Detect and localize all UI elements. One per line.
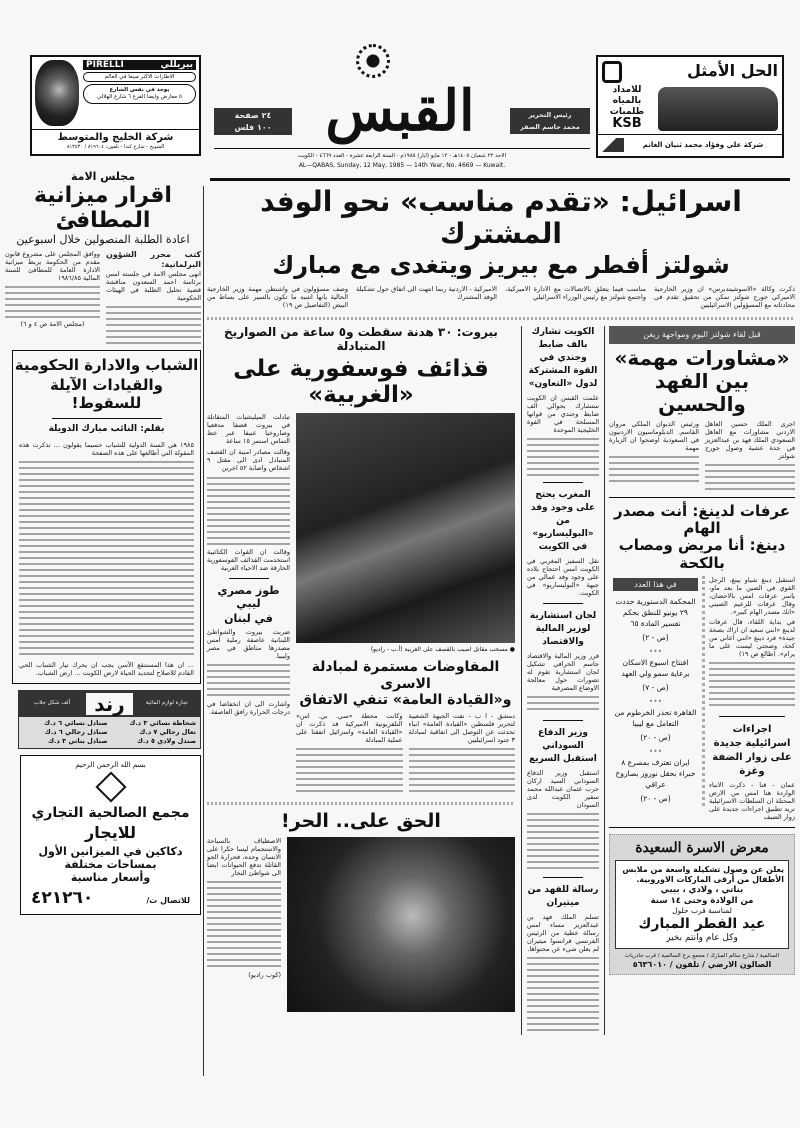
arafat-text: في بداية اللقاء، قال عرفات لدينغ «انني سعيد ان اراك بصحة جيدة» فرد دينغ «انني اعاني من كحة، وصحتي ليست على ما يرام». (طالع ص ١٩) [709, 617, 795, 658]
opinion-text: ١٩٨٥ هي السنة الدولية للشباب حسبما يقولون ... تذكرت هذه المقولة التي أطالعها على هذه الصفحة [19, 440, 194, 457]
beirut-headline: قذائف فوسفورية على «الغربية» [233, 355, 489, 408]
pirelli-ad[interactable] [30, 55, 201, 156]
assembly-text: ووافق المجلس على مشروع قانون مقدم من الحكومة يربط ميزانية الادارة العامة للمطافئ للسنة المالية ١٩٨٦/٨٥ [5, 250, 100, 283]
divider [207, 317, 795, 320]
index-title: في هذا العدد [613, 578, 698, 591]
prisoners-text: دمشق - ا ب - نفت الجبهة الشعبية لتحرير فلسطين «القيادة العامة» انباء تحدثت عن التوصل الى اتفاقية لمبادلة ٣ جنود اسرائيليين [408, 711, 515, 744]
beirut-photo [296, 413, 515, 643]
rand-item: تعال رجالي ٧ د.ك [139, 727, 196, 736]
index-item[interactable]: القاهرة تحذر الخرطوم من التعامل مع ليبيا (ص - ٢٠) ••• [614, 707, 697, 756]
committees-headline: لجان استشارية لوزير المالية والاقتصاد [529, 610, 597, 647]
rand-item: شحاطة نسائي ٣ د.ك [129, 718, 196, 727]
fahd-headline-1: «مشاورات مهمة» [614, 345, 790, 370]
ksb-logo-icon [602, 61, 622, 83]
masthead-logo[interactable]: القبس [325, 78, 475, 144]
ksb-line2: بالمياه [612, 96, 642, 106]
happy-family-line6: وكل عام وانتم بخير [666, 933, 738, 944]
happy-family-phone: الصالون الارضي / تلفون / ٥٦٣٦٠١٠ [632, 960, 772, 970]
committees-text: قرر وزير المالية والاقتصاد جاسم الخرافي تشكيل لجان استشارية تقوم له تصورات حول معالجة الاوضاع المصرفية [527, 651, 599, 692]
page-count: ٢٤ صفحة [234, 111, 272, 120]
hippo-photo [287, 837, 515, 1012]
date-line-ar: الاحد ٢٢ شعبان ١٤٠٥هـ - ١٢ مايو (ايار) ١٩٨٥م - السنة الرابعة عشرة - العدد ٤٦٦٩ - الكويت [297, 153, 507, 159]
rand-ad[interactable] [18, 690, 201, 749]
rand-right-text: تجارة لوازم المائية [145, 700, 188, 707]
index-item-page: (ص - ٢٠) [640, 793, 671, 803]
ship-logo-icon [602, 138, 624, 152]
happy-family-ad[interactable] [609, 834, 795, 975]
salhiya-phone: ٤٢١٢٦٠ [31, 888, 94, 909]
opinion-headline-1: الشباب والادارة الحكومية [14, 356, 199, 375]
dust-headline-1: طوز مصري ليبي [217, 584, 280, 611]
salhiya-contact-label: للاتصال ت/ [146, 896, 190, 906]
main-story-col: مناسب فيما يتعلق بالاتصالات مع الادارة الاميركية، واجتمع شولتز مع رئيس الوزراء الاسرائيلي [505, 284, 646, 301]
arafat-headline-2: دينغ: أنا مريض ومصاب بالكحة [618, 536, 786, 572]
salhiya-sub: للايجار [85, 823, 136, 843]
rand-left-text: ألف شكل جلاب [34, 700, 71, 707]
salhiya-line1: دكاكين في الميزانين الأول [38, 845, 183, 859]
heat-headline: الحق على.. الحر! [281, 809, 441, 832]
pirelli-tagline: الاطارات الاكثر مبيعا في العالم [83, 72, 196, 82]
sudan-headline: وزير الدفاع السوداني استقبل السريع [529, 727, 597, 764]
ksb-brand: KSB [612, 116, 642, 131]
sudan-text: استقبل وزير الدفاع السوداني السيد اركان حرب عثمان عبدالله محمد سفير الكويت لدى السودان [527, 768, 599, 809]
rand-item: صنادل رجالي ٦ د.ك [44, 727, 108, 736]
price-box [214, 108, 292, 135]
happy-family-address: السالمية / شارع سالم المبارك / مجمع برج السالمية / قرب جادريات [624, 953, 780, 960]
prisoners-headline-1: المفاوضات مستمرة لمبادلة الاسرى [311, 659, 500, 692]
dust-headline-2: في لبنان [224, 611, 273, 625]
beirut-text: تبادلت الميليشيات المتقاتلة في بيروت قصفا مدفعيا وصاروخيا عنيفا عبر خط التماس استمر ١٥ ساعة [207, 413, 290, 446]
fahd-text: اجرى الملك حسين العاهل الاردني مشاورات مع العاهل السعودي الملك فهد بن عبدالعزيز في جدة عشية وصول جورج شولتز [705, 419, 795, 460]
pirelli-brand-en: PIRELLI [86, 60, 124, 70]
editor-name: محمد جاسم الصقر [520, 123, 580, 131]
pirelli-brand-ar: بيريللي [160, 60, 193, 70]
morocco-text: نقل السفير المغربي في الكويت امس احتجاج بلاده على وجود وفد عمالي من جبهة «البوليساريو» في الكويت. [527, 556, 599, 597]
opinion-text-end: ... ان هذا المستنقع الآسن يجب ان يحرك تيار الشباب الحي القادم للاصلاح لتجديد الحياة لارض الكويت ... ارض الشباب. [19, 660, 194, 677]
assembly-text: انهى مجلس الامة في جلسته امس برئاسة احمد السعدون مناقشة قضية تحليل الطلبة في الهيئات الحكومية [106, 270, 201, 303]
salhiya-line2: بمساحات مختلفة [64, 858, 157, 872]
main-headline: اسرائيل: «تقدم مناسب» نحو الوفد المشترك [260, 185, 742, 251]
heat-text: الاصطياف بالسباحة والاستجمام ليسا حكرا على الانسان وحده، فحرارة الجو القاتلة تدفع الحيوانات ايضا الى شواطئ البحار [207, 836, 281, 877]
main-story-col: الاميركية - الاردنية ربما انتهت الى اتفاق حول تشكيلة الوفد المشترك [356, 284, 497, 301]
main-story-col: ذكرت وكالة «الاسوشيتدبرس» ان وزير الخارجية الاميركي جورج شولتز تمكن من تحقيق تقدم في محادثاته مع المسؤولين الاسرائيليين [654, 284, 795, 309]
basmala: بسم الله الرحمن الرحيم [75, 760, 146, 769]
index-item-text: ايران تعترف بمصرع ٨ خبراء بحقل نوروز بصاروخ عراقي [615, 757, 696, 789]
masthead-rule [210, 178, 790, 181]
index-item-page: (ص - ٧) [642, 682, 669, 692]
index-item-page: (ص - ٢) [642, 632, 669, 642]
assembly-subhead: اعادة الطلبة المنصولين خلال اسبوعين [16, 232, 190, 246]
arafat-headline-1: عرفات لدينغ: أنت مصدر الهام [613, 501, 791, 538]
opinion-box [12, 350, 201, 684]
dust-text: ضربت بيروت والشواطئ اللبنانية عاصفة رملية امس مصدرها مناطق في مصر وليبيا. [207, 628, 290, 661]
happy-family-line5: عيد الفطر المبارك [638, 915, 766, 932]
prisoners-headline-2: و«القيادة العامة» تنفي الاتفاق [299, 691, 512, 708]
tire-image [35, 60, 79, 126]
rand-item: صندل ولادي ٥ د.ك [136, 736, 196, 745]
rand-item: صنادل بناتي ٣ د.ك [48, 736, 108, 745]
price: ١٠٠ فلس [234, 123, 272, 132]
kuwait-force-text: علمت القبس ان الكويت ستشارك بحوالي الف ضابط وجندي من قواتها المسلحة في القوة الخليجية الموحدة [527, 393, 599, 434]
rand-brand: رند [86, 693, 133, 715]
assembly-ref: (مجلس الامة ص ٤ و ٦) [20, 320, 85, 329]
opinion-headline-2: والقيادات الآيلة للسقوط! [50, 376, 163, 412]
arafat-text: استقبل دينغ شياو بينغ، الرجل القوي في الصين ما بعد ماو، ياسر عرفات امس بالاحضان، وقال عرفات للزعيم الصيني «انك مصدر الهام كبير». [709, 575, 795, 616]
dust-text: واشارت الى ان انخفاضا في درجات الحرارة رافق العاصفة. [207, 700, 290, 717]
index-item[interactable]: افتتاح اسبوع الاسكان برعاية سمو ولي العهد (ص - ٧) ••• [613, 657, 698, 707]
mitterrand-headline: رسالة للفهد من ميتيران [527, 884, 599, 908]
assembly-kicker: مجلس الامة [70, 170, 136, 183]
masthead-emblem-icon [356, 44, 390, 78]
ksb-company: شركة علي وفؤاد محمد ثنيان الغانم [642, 141, 764, 149]
happy-family-line1: يعلن عن وصول تشكيلة واسعة من ملابس الأطفال من أرقى الماركات الاوروبية. [622, 865, 784, 885]
index-item-text: المحكمة الدستورية حددت ٢٩ يونيو للنطق بحكم تفسير المادة ٦٥ [615, 596, 696, 628]
happy-family-line3: من الولادة وحتى ١٤ سنة [650, 895, 754, 906]
index-item-text: القاهرة تحذر الخرطوم من التعامل مع ليبيا [614, 707, 697, 728]
ksb-line3: طلمبات [609, 107, 645, 117]
beirut-kicker: بيروت: ٣٠ هدنة سقطت و٥ ساعة من الصواريخ المتبادلة [224, 324, 498, 353]
salhiya-line3: وأسعار مناسبة [70, 870, 151, 884]
fahd-text: ورئيس الديوان الملكي مروان القاسم. الدبلوماسيون الاردنيون في السعودية اوضحوا ان الزيارة مهمة [609, 419, 699, 452]
assembly-headline: اقرار ميزانية المطافئ [34, 183, 172, 234]
editor-title: رئيس التحرير [528, 111, 572, 119]
heat-byline: (كوب راديو) [248, 970, 281, 979]
prisoners-text: وكانت محطة «سي. بي. اس» التلفزيونية الاميركية قد ذكرت ان «القيادة العامة» واسرائيل اتفقتا على عملية المبادلة [296, 711, 403, 744]
pirelli-note: يوجد في نفس الشارع [109, 87, 170, 93]
index-box [609, 576, 705, 806]
beirut-text: وقالت مصادر امنية ان القصف المتبادل ادى الى مقتل ٩ اشخاص واصابة ٥٢ اخرين [207, 448, 290, 473]
date-line-en: AL—QABAS, Sunday, 12 May, 1985 — 14th Year, No. 4669 — Kuwait. [298, 162, 506, 169]
fahd-banner: قبل لقاء شولتز اليوم ومواجهة ريغن [609, 326, 795, 344]
ksb-ad[interactable] [596, 55, 784, 158]
fahd-headline-2: بين الفهد والحسين [654, 368, 750, 416]
index-item[interactable]: المحكمة الدستورية حددت ٢٩ يونيو للنطق بحكم تفسير المادة ٦٥ (ص - ٢) ••• [613, 596, 698, 657]
beirut-text: وقالت ان القوات الكتائبية استخدمت القذائف الفوسفورية الحارقة ضد الاحياء الغربية [207, 548, 290, 573]
assembly-byline: كتب محرر الشؤون البرلمانية: [106, 250, 201, 270]
main-story-col: وصف مسؤولون في واشنطن مهمة وزير الخارجية الحالية بانها اشبه ما تكون بالسير على بساط من البيض (التفاصيل ص ١٩) [207, 284, 348, 309]
pump-image [658, 87, 778, 131]
west-bank-text: عمان - قنا - ذكرت الانباء الواردة هنا امس من الارض المحتلة ان السلطات الاسرائيلية تريد تطبيق اجراءات جديدة على زوار الصيف [709, 780, 795, 821]
west-bank-headline: اجراءات اسرائيلية جديدة على زوار الضفة وغزة [712, 723, 792, 777]
ksb-headline: الحل الأمثل [687, 61, 778, 80]
pirelli-branches: ٥ معارض وايضا الفرع ٦ شارع الهلالي [97, 94, 182, 100]
index-item-text: افتتاح اسبوع الاسكان برعاية سمو ولي العهد [621, 657, 690, 678]
index-item-page: (ص - ٢٠) [640, 732, 671, 742]
happy-family-line2: بناتي ، ولادي ، بيبي [660, 885, 744, 896]
mitterrand-text: تسلم الملك فهد بن عبدالعزيز مساء امس رسالة خطية من الرئيس الفرنسي فرانسوا ميتيران لم يعلن شيء عن محتواها. [527, 912, 599, 953]
kuwait-force-headline: الكويت تشارك بالف ضابط وجندي في القوة المشتركة لدول «التعاون» [528, 326, 598, 389]
ksb-line1: للامداد [612, 85, 642, 95]
pirelli-company: شركة الخليج والمتوسط [57, 132, 174, 143]
salhiya-title: مجمع الصالحية التجاري [31, 804, 190, 821]
rand-item: صنادل نسائي ٦ د.ك [44, 718, 108, 727]
index-item[interactable] [613, 757, 698, 804]
morocco-headline: المغرب يحتج على وجود وفد من «البوليساريو» في الكويت [530, 489, 596, 552]
editor-box [510, 108, 590, 134]
salhiya-logo-icon [95, 771, 126, 802]
beirut-caption: ● مسحب مقاتل اصيب بالقصف على الغربية (أ.ب - راديو) [370, 646, 515, 654]
salhiya-ad[interactable] [20, 755, 201, 915]
happy-family-title: معرض الاسرة السعيدة [635, 839, 769, 856]
happy-family-line4: لمناسبة قرب حلول [672, 906, 732, 916]
main-subhead: شولتز أفطر مع بيريز ويتغدى مع مبارك [272, 251, 730, 280]
opinion-byline: بقلم: النائب مبارك الدويلة [48, 423, 165, 434]
pirelli-contact: الشويخ - شارع كندا - تلفون: ٨١٩٦٠٤ / ٨١٣٤٣٠ [66, 144, 165, 150]
